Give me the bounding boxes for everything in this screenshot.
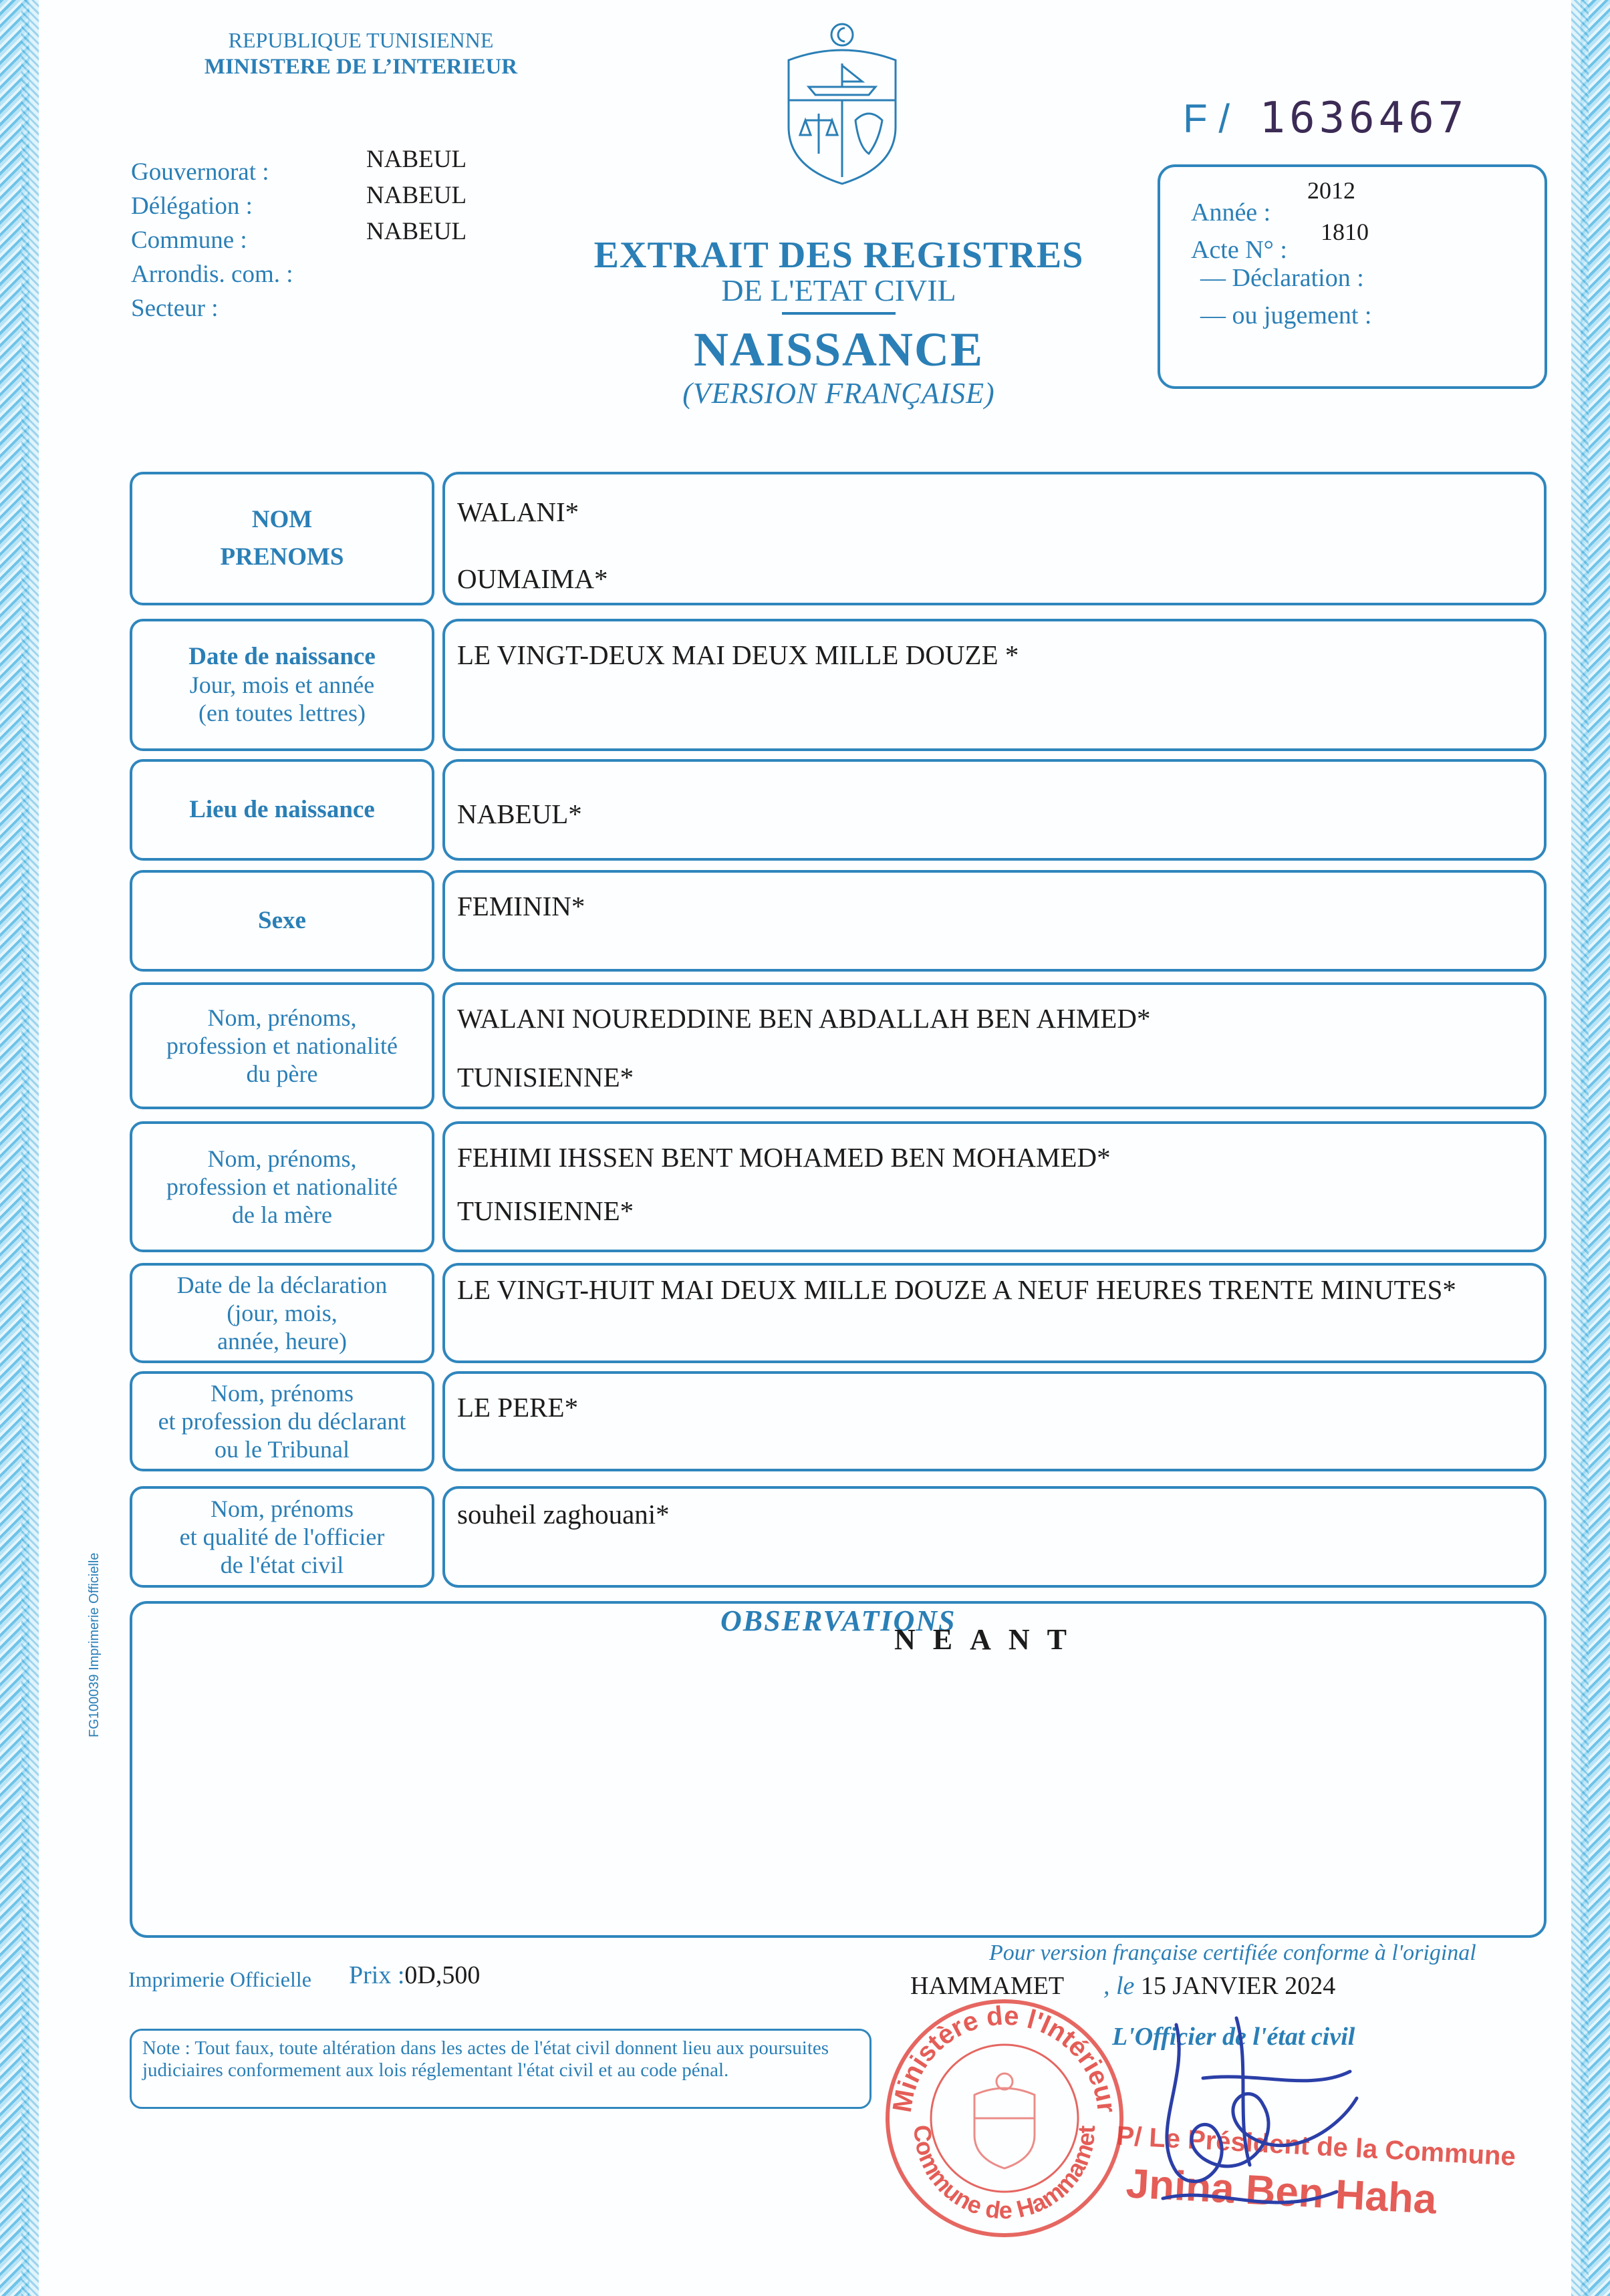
title-naissance: NAISSANCE [693, 323, 984, 376]
arrondissement-label: Arrondis. com. : [131, 261, 293, 288]
stamp-line2: Jnina Ben Haha [1125, 2160, 1438, 2223]
annee-label: Année : [1191, 198, 1271, 227]
nom-prenoms-label [130, 472, 434, 605]
serial-number [1183, 94, 1468, 143]
stamp-line1: P/ Le Président de la Commune [1115, 2121, 1516, 2172]
republic-name: REPUBLIQUE TUNISIENNE [228, 28, 494, 52]
lieu-naissance-label [130, 759, 434, 861]
location-values [366, 142, 466, 250]
prenoms-value: OUMAIMA* [457, 563, 608, 594]
date-naissance-value: LE VINGT-DEUX MAI DEUX MILLE DOUZE * [442, 619, 1547, 751]
annee-value: 2012 [1307, 177, 1355, 204]
title-version: (VERSION FRANÇAISE) [682, 377, 995, 410]
mere-value [442, 1121, 1547, 1252]
declarant-value: LE PERE* [442, 1371, 1547, 1471]
commune-value: NABEUL [366, 218, 467, 245]
mere-label-1: Nom, prénoms, [207, 1145, 357, 1172]
commune-label: Commune : [131, 227, 247, 254]
delegation-value: NABEUL [366, 182, 467, 209]
observations-title: OBSERVATIONS [720, 1604, 956, 1637]
title-line2: DE L'ETAT CIVIL [721, 273, 956, 307]
dn-label-sub2: (en toutes lettres) [198, 700, 366, 726]
date-separator: , le [1103, 1972, 1135, 2000]
officier-value: souheil zaghouani* [442, 1486, 1547, 1588]
declarant-label-2: et profession du déclarant [158, 1408, 406, 1435]
prix-value: 0D,500 [404, 1961, 481, 1989]
prenoms-label: PRENOMS [220, 543, 344, 571]
declaration-date-label [130, 1263, 434, 1363]
mere-label-3: de la mère [232, 1201, 332, 1228]
mere-label [130, 1121, 434, 1252]
pere-label-2: profession et nationalité [166, 1032, 398, 1059]
nom-prenoms-value [442, 472, 1547, 605]
printer-reference: FG100039 Imprimerie Officielle [87, 1552, 102, 1737]
tunisia-coat-of-arms-icon [775, 20, 909, 187]
lieu-label: Lieu de naissance [189, 796, 375, 823]
sexe-value: FEMININ* [442, 870, 1547, 972]
nom-label: NOM [251, 506, 313, 533]
ministry-name: MINISTERE DE L’INTERIEUR [204, 55, 518, 79]
decl-label-2: (jour, mois, [227, 1300, 338, 1326]
issue-date: 15 JANVIER 2024 [1140, 1972, 1336, 2000]
mere-value-2: TUNISIENNE* [457, 1195, 634, 1226]
secteur-label: Secteur : [131, 295, 219, 322]
declaration-label: — Déclaration : [1200, 264, 1364, 292]
issue-place: HAMMAMET [910, 1972, 1064, 2000]
title-line1: EXTRAIT DES REGISTRES [593, 235, 1084, 276]
decorative-border-right [1581, 0, 1610, 2296]
date-naissance-label [130, 619, 434, 751]
handwritten-signature [1136, 1998, 1537, 2239]
jugement-label: — ou jugement : [1200, 301, 1372, 329]
decl-label-1: Date de la déclaration [176, 1272, 388, 1298]
officier-label-2: et qualité de l'officier [179, 1524, 385, 1550]
mere-label-2: profession et nationalité [166, 1173, 398, 1200]
gouvernorat-label: Gouvernorat : [131, 158, 269, 186]
mere-value-1: FEHIMI IHSSEN BENT MOHAMED BEN MOHAMED* [457, 1142, 1111, 1173]
legal-note: Note : Tout faux, toute altération dans les actes de l'état civil donnent lieu aux poursuites judiciaires conformement aux lois réglementant l'état civil et au code pénal. [130, 2029, 871, 2109]
dn-label-sub1: Jour, mois et année [189, 672, 375, 698]
location-labels [131, 155, 293, 325]
pere-value [442, 982, 1547, 1109]
serial-prefix: F / [1183, 96, 1230, 141]
round-official-stamp [881, 1995, 1128, 2242]
lieu-naissance-value: NABEUL* [442, 759, 1547, 861]
title-divider [782, 312, 896, 315]
stamp-ring-top: Ministère de l'Intérieur [887, 2001, 1121, 2115]
pere-label-3: du père [246, 1060, 318, 1087]
pere-label [130, 982, 434, 1109]
imprimerie-label: Imprimerie Officielle [128, 1967, 311, 1991]
issuer-header [200, 27, 521, 80]
stamp-ring-bottom: Commune de Hammamet [908, 2124, 1101, 2225]
decorative-border-left [0, 0, 29, 2296]
prix [349, 1961, 480, 1990]
officier-label [130, 1486, 434, 1588]
observations-value: NEANT [894, 1623, 1085, 1656]
dn-label-title: Date de naissance [188, 643, 376, 670]
declarant-label [130, 1371, 434, 1471]
prix-label: Prix : [349, 1961, 405, 1989]
acte-label: Acte N° : [1191, 236, 1287, 264]
delegation-label: Délégation : [131, 192, 253, 220]
pere-label-1: Nom, prénoms, [207, 1004, 357, 1031]
serial-value: 1636467 [1259, 94, 1468, 143]
decl-label-3: année, heure) [217, 1328, 347, 1354]
observations-box [130, 1601, 1547, 1938]
declarant-label-3: ou le Tribunal [214, 1436, 350, 1463]
officier-label-3: de l'état civil [220, 1552, 344, 1578]
pere-value-2: TUNISIENNE* [457, 1062, 634, 1093]
pere-value-1: WALANI NOUREDDINE BEN ABDALLAH BEN AHMED* [457, 1003, 1151, 1034]
gouvernorat-value: NABEUL [366, 146, 467, 173]
acte-value: 1810 [1321, 219, 1369, 245]
document-title [508, 234, 1170, 410]
nom-value: WALANI* [457, 496, 579, 527]
declarant-label-1: Nom, prénoms [211, 1380, 354, 1407]
sexe-label: Sexe [258, 907, 306, 934]
certification-text: Pour version française certifiée conforme à l'original [989, 1941, 1476, 1965]
officier-title: L'Officier de l'état civil [1112, 2023, 1355, 2051]
sexe-label-box [130, 870, 434, 972]
officier-label-1: Nom, prénoms [211, 1495, 354, 1522]
acte-box [1158, 164, 1547, 389]
declaration-date-value: LE VINGT-HUIT MAI DEUX MILLE DOUZE A NEUF HEURES TRENTE MINUTES* [442, 1263, 1547, 1363]
